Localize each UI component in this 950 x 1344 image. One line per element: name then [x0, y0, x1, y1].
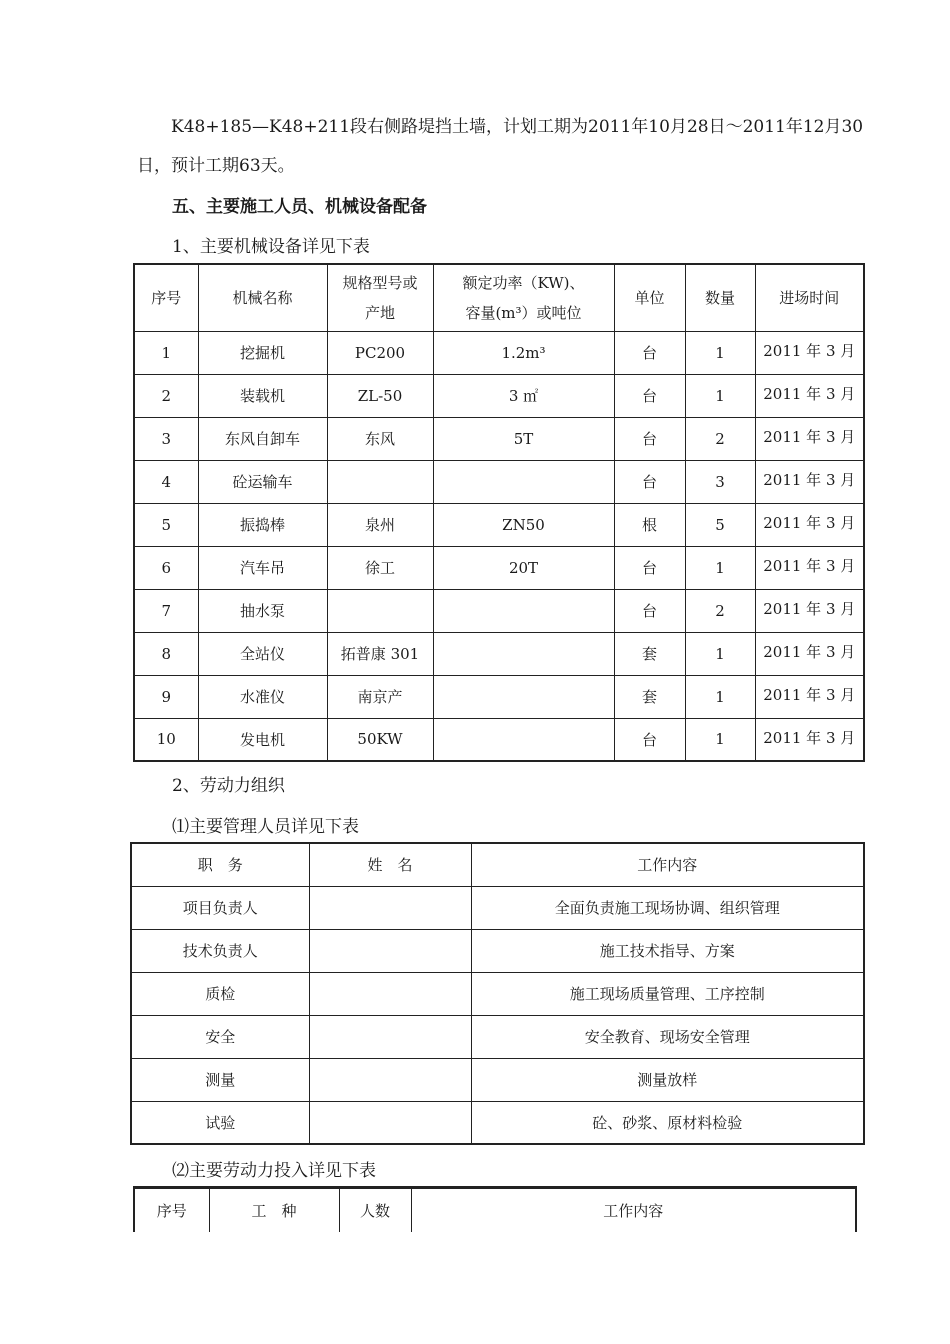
equipment-header-cell: 额定功率（KW)、 容量(m³）或吨位 — [433, 264, 614, 331]
table-cell: ZN50 — [433, 503, 614, 546]
table-cell — [433, 718, 614, 761]
table-cell: 台 — [614, 331, 685, 374]
table-row — [134, 632, 864, 675]
table-cell: 全面负责施工现场协调、组织管理 — [471, 886, 864, 929]
table-cell: 1 — [134, 331, 198, 374]
table-cell: 2011 年 3 月 — [755, 331, 864, 374]
table-cell: 试验 — [131, 1101, 309, 1144]
table-cell: 质检 — [131, 972, 309, 1015]
table-cell: 9 — [134, 675, 198, 718]
table-cell: 拓普康 301 — [327, 632, 433, 675]
table-cell: 5 — [685, 503, 755, 546]
table-cell: 4 — [134, 460, 198, 503]
management-header-cell: 工作内容 — [471, 843, 864, 886]
table-row — [131, 886, 864, 929]
table-cell: 台 — [614, 460, 685, 503]
table-cell: 5 — [134, 503, 198, 546]
table-cell: 振捣棒 — [198, 503, 327, 546]
table-cell: PC200 — [327, 331, 433, 374]
table-row — [134, 675, 864, 718]
table-cell — [327, 589, 433, 632]
table-cell: 1 — [685, 632, 755, 675]
table-cell — [433, 460, 614, 503]
table-row — [131, 929, 864, 972]
table-cell: 2011 年 3 月 — [755, 718, 864, 761]
table-cell: 2 — [685, 417, 755, 460]
table-cell: 1 — [685, 374, 755, 417]
table-cell: 项目负责人 — [131, 886, 309, 929]
labor-header-cell: 工 种 — [209, 1188, 339, 1232]
table-cell — [433, 675, 614, 718]
table-cell — [433, 632, 614, 675]
table-cell: 2011 年 3 月 — [755, 503, 864, 546]
table-cell: 测量放样 — [471, 1058, 864, 1101]
table-cell: 8 — [134, 632, 198, 675]
table-cell: 挖掘机 — [198, 331, 327, 374]
intro-line-1: K48+185—K48+211段右侧路堤挡土墙，计划工期为2011年10月28日～2011年12月30 — [171, 117, 864, 137]
table-cell — [309, 1058, 471, 1101]
table-cell: 测量 — [131, 1058, 309, 1101]
equipment-header-cell: 数量 — [685, 264, 755, 331]
table-cell: 2 — [134, 374, 198, 417]
management-table-caption: ⑴主要管理人员详见下表 — [172, 817, 359, 837]
table-cell: 2011 年 3 月 — [755, 460, 864, 503]
table-cell: 2011 年 3 月 — [755, 589, 864, 632]
table-cell: 安全教育、现场安全管理 — [471, 1015, 864, 1058]
table-cell: 抽水泵 — [198, 589, 327, 632]
labor-table-caption: ⑵主要劳动力投入详见下表 — [172, 1161, 376, 1181]
table-cell: 台 — [614, 374, 685, 417]
intro-line-2: 日，预计工期63天。 — [137, 156, 295, 176]
table-cell: 安全 — [131, 1015, 309, 1058]
table-cell: 1 — [685, 331, 755, 374]
equipment-table-caption: 1、主要机械设备详见下表 — [172, 237, 370, 257]
table-cell: 技术负责人 — [131, 929, 309, 972]
table-row — [134, 374, 864, 417]
table-cell: 台 — [614, 718, 685, 761]
table-cell: 砼、砂浆、原材料检验 — [471, 1101, 864, 1144]
table-cell: 砼运输车 — [198, 460, 327, 503]
table-cell: 台 — [614, 589, 685, 632]
equipment-header-cell: 进场时间 — [755, 264, 864, 331]
table-cell — [327, 460, 433, 503]
table-cell: 20T — [433, 546, 614, 589]
table-cell — [309, 972, 471, 1015]
table-cell: 1 — [685, 718, 755, 761]
table-cell: 1 — [685, 675, 755, 718]
table-row — [134, 546, 864, 589]
labor-organization-heading: 2、劳动力组织 — [172, 776, 285, 796]
management-header-row — [131, 843, 864, 886]
table-cell: 装载机 — [198, 374, 327, 417]
table-cell: 全站仪 — [198, 632, 327, 675]
management-table — [130, 842, 865, 1145]
labor-table — [133, 1186, 857, 1232]
labor-header-row — [134, 1188, 856, 1232]
table-cell: 1 — [685, 546, 755, 589]
table-cell: 3 — [134, 417, 198, 460]
table-cell: 7 — [134, 589, 198, 632]
table-row — [131, 1101, 864, 1144]
table-cell: 台 — [614, 546, 685, 589]
table-cell: 2011 年 3 月 — [755, 417, 864, 460]
table-cell: 泉州 — [327, 503, 433, 546]
table-cell: 2011 年 3 月 — [755, 546, 864, 589]
table-row — [134, 718, 864, 761]
table-cell: ZL-50 — [327, 374, 433, 417]
table-cell: 1.2m³ — [433, 331, 614, 374]
table-cell — [309, 1101, 471, 1144]
table-cell: 2011 年 3 月 — [755, 675, 864, 718]
equipment-header-row — [134, 264, 864, 331]
table-row — [131, 1058, 864, 1101]
table-row — [134, 460, 864, 503]
table-cell: 2011 年 3 月 — [755, 632, 864, 675]
table-cell: 徐工 — [327, 546, 433, 589]
table-cell: 2 — [685, 589, 755, 632]
labor-header-cell: 工作内容 — [411, 1188, 856, 1232]
table-cell: 施工技术指导、方案 — [471, 929, 864, 972]
equipment-table — [133, 263, 865, 762]
table-row — [131, 972, 864, 1015]
table-cell: 根 — [614, 503, 685, 546]
management-header-cell: 职 务 — [131, 843, 309, 886]
section-five-heading: 五、主要施工人员、机械设备配备 — [172, 197, 427, 217]
equipment-header-cell: 规格型号或 产地 — [327, 264, 433, 331]
management-header-cell: 姓 名 — [309, 843, 471, 886]
table-cell: 套 — [614, 632, 685, 675]
equipment-header-cell: 序号 — [134, 264, 198, 331]
table-cell: 10 — [134, 718, 198, 761]
labor-header-cell: 序号 — [134, 1188, 209, 1232]
table-row — [134, 331, 864, 374]
table-cell: 施工现场质量管理、工序控制 — [471, 972, 864, 1015]
equipment-header-cell: 单位 — [614, 264, 685, 331]
table-cell: 水准仪 — [198, 675, 327, 718]
table-cell: 3 — [685, 460, 755, 503]
labor-header-cell: 人数 — [339, 1188, 411, 1232]
table-cell: 发电机 — [198, 718, 327, 761]
table-row — [131, 1015, 864, 1058]
table-cell: 套 — [614, 675, 685, 718]
table-cell: 6 — [134, 546, 198, 589]
table-row — [134, 503, 864, 546]
table-row — [134, 589, 864, 632]
table-cell: 东风自卸车 — [198, 417, 327, 460]
table-cell — [309, 1015, 471, 1058]
table-cell: 2011 年 3 月 — [755, 374, 864, 417]
table-cell: 3 ㎡ — [433, 374, 614, 417]
table-row — [134, 417, 864, 460]
table-cell: 50KW — [327, 718, 433, 761]
table-cell: 南京产 — [327, 675, 433, 718]
table-cell: 汽车吊 — [198, 546, 327, 589]
table-cell: 东风 — [327, 417, 433, 460]
table-cell — [309, 929, 471, 972]
table-cell — [433, 589, 614, 632]
table-cell — [309, 886, 471, 929]
equipment-header-cell: 机械名称 — [198, 264, 327, 331]
table-cell: 台 — [614, 417, 685, 460]
table-cell: 5T — [433, 417, 614, 460]
